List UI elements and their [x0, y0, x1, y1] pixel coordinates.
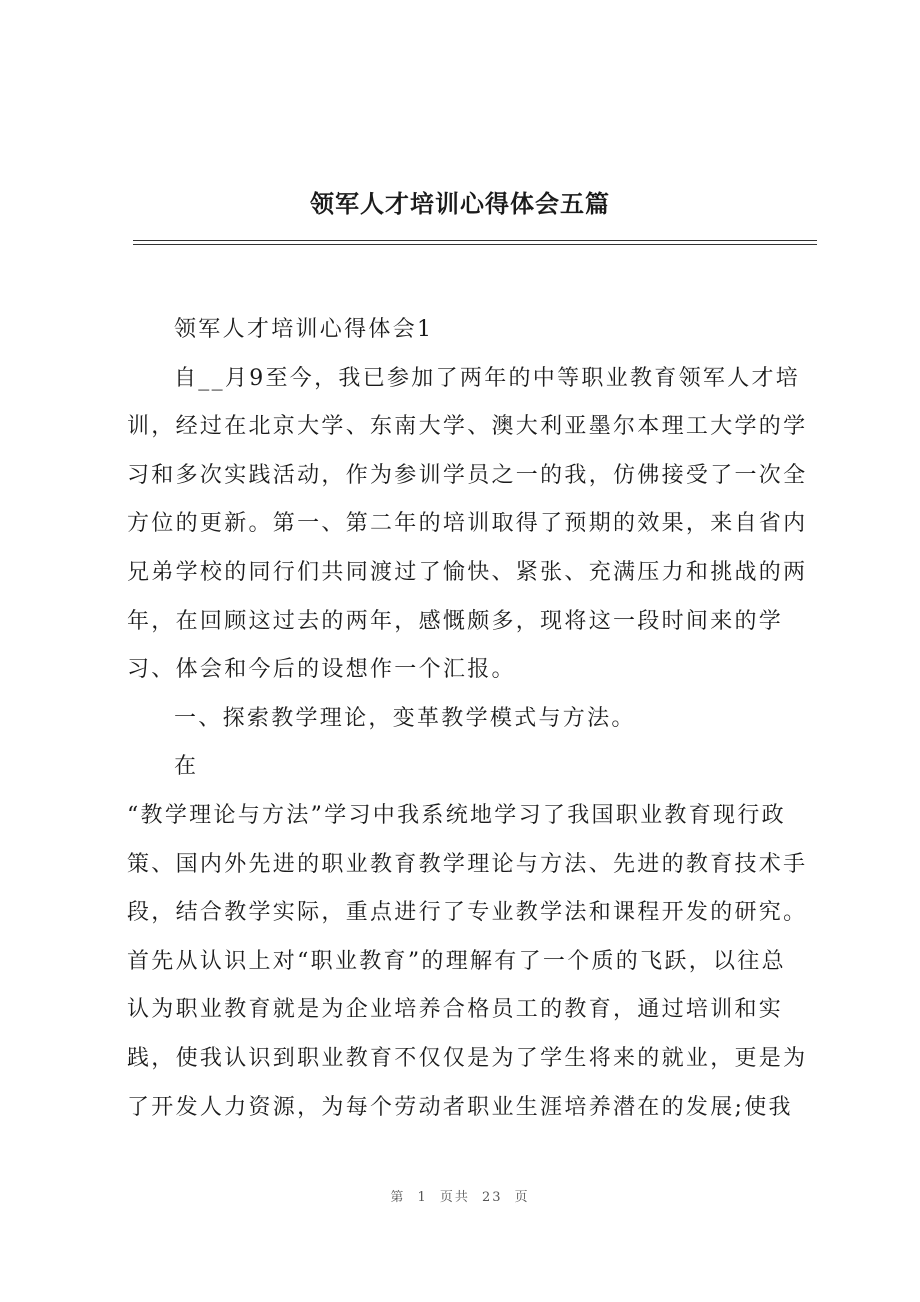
section-heading: 领军人才培训心得体会1	[174, 317, 434, 342]
paragraph-line: “教学理论与方法”学习中我系统地学习了我国职业教育现行政	[127, 802, 786, 828]
paragraph-line: 习和多次实践活动，作为参训学员之一的我，仿佛接受了一次全	[127, 462, 808, 488]
paragraph-line: 践，使我认识到职业教育不仅仅是为了学生将来的就业，更是为	[127, 1045, 808, 1071]
title-rule-top	[133, 240, 817, 241]
paragraph-line: 首先从认识上对“职业教育”的理解有了一个质的飞跃，以往总	[127, 948, 786, 974]
paragraph-line: 自__月9至今，我已参加了两年的中等职业教育领军人才培	[174, 365, 801, 391]
title-rule-bottom	[133, 244, 817, 245]
subsection-heading: 一、探索教学理论，变革教学模式与方法。	[174, 705, 636, 731]
document-body	[127, 306, 827, 1132]
paragraph-line: 策、国内外先进的职业教育教学理论与方法、先进的教育技术手	[127, 851, 808, 877]
paragraph-line: 了开发人力资源，为每个劳动者职业生涯培养潜在的发展;使我	[127, 1094, 793, 1120]
paragraph-line: 习、体会和今后的设想作一个汇报。	[127, 657, 516, 683]
paragraph-line: 方位的更新。第一、第二年的培训取得了预期的效果，来自省内	[127, 511, 808, 537]
paragraph-line: 认为职业教育就是为企业培养合格员工的教育，通过培训和实	[127, 997, 784, 1023]
page-footer: 第 1 页共 23 页	[390, 1190, 530, 1205]
paragraph-line: 段，结合教学实际，重点进行了专业教学法和课程开发的研究。	[127, 900, 808, 926]
paragraph-line: 训，经过在北京大学、东南大学、澳大利亚墨尔本理工大学的学	[127, 414, 808, 440]
paragraph-line: 兄弟学校的同行们共同渡过了愉快、紧张、充满压力和挑战的两	[127, 559, 808, 585]
paragraph-line: 在	[174, 754, 199, 780]
paragraph-line: 年，在回顾这过去的两年，感慨颇多，现将这一段时间来的学	[127, 608, 784, 634]
document-title: 领军人才培训心得体会五篇	[310, 189, 610, 218]
